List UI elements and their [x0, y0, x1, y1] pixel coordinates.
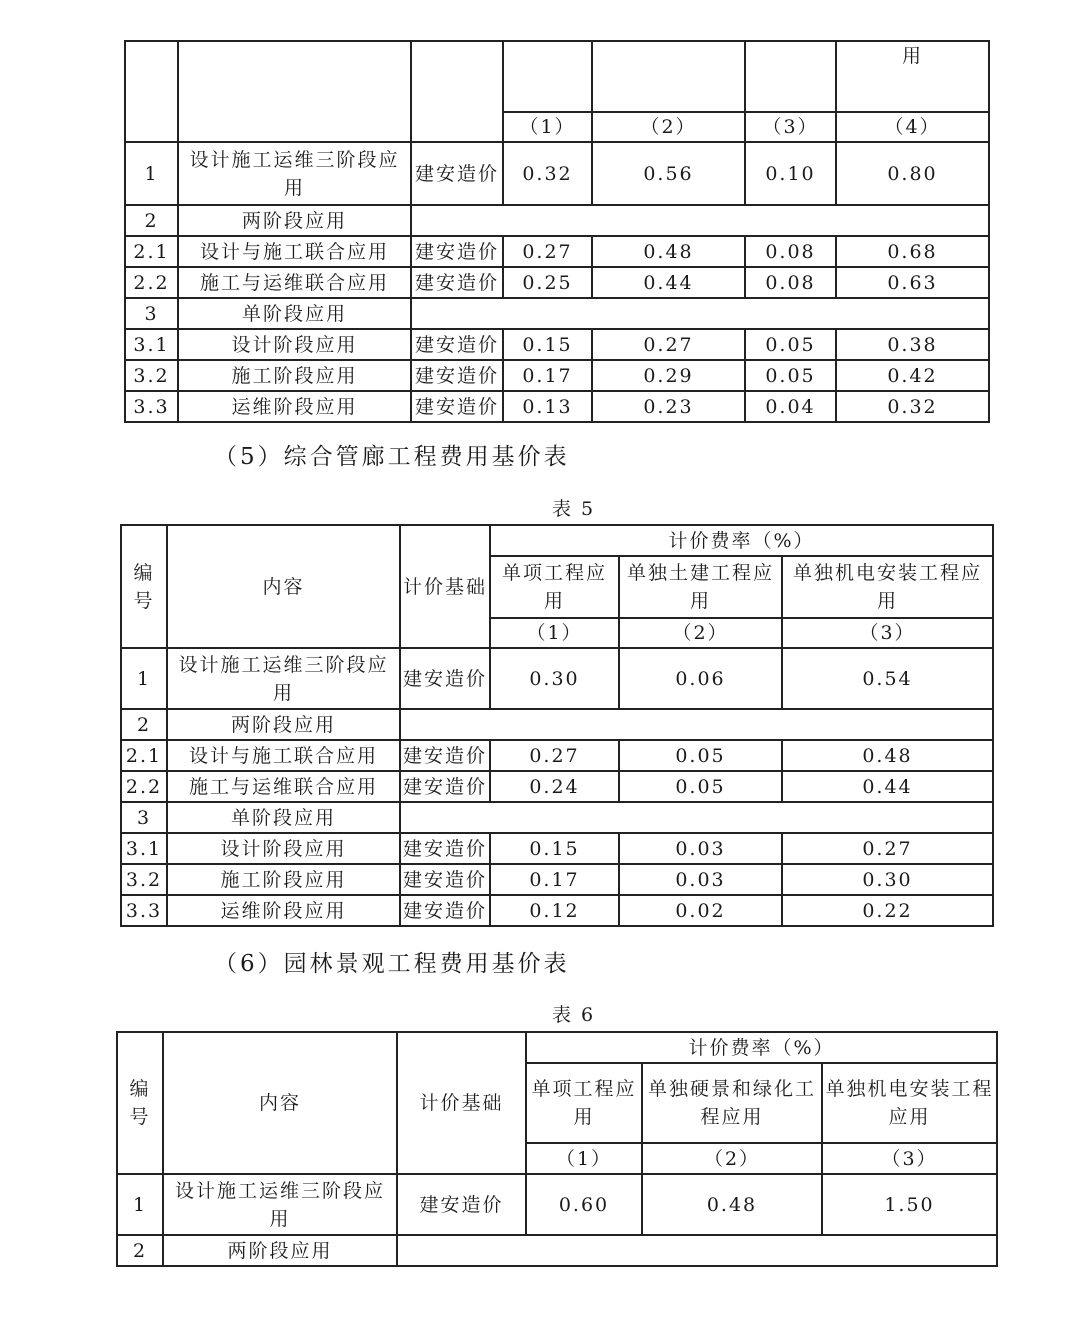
table-row — [121, 771, 993, 802]
row-basis: 建安造价 — [411, 329, 503, 360]
row-value: 0.32 — [503, 142, 592, 205]
row-number: 3.2 — [121, 864, 167, 895]
header-cell-content: 内容 — [167, 525, 400, 648]
row-number: 1 — [117, 1174, 163, 1235]
row-number: 2 — [121, 709, 167, 740]
table-row — [125, 329, 989, 360]
row-basis: 建安造价 — [411, 391, 503, 422]
row-value: 0.08 — [745, 236, 836, 267]
row-value: 0.30 — [490, 648, 619, 709]
row-value: 0.63 — [836, 267, 989, 298]
row-value: 0.03 — [619, 864, 782, 895]
section-heading: （6）园林景观工程费用基价表 — [214, 951, 570, 977]
row-number: 3 — [121, 802, 167, 833]
row-empty — [400, 709, 993, 740]
row-value: 0.27 — [490, 740, 619, 771]
row-content: 设计施工运维三阶段应用 — [178, 142, 411, 205]
header-cell-content: 内容 — [163, 1032, 397, 1174]
row-content: 两阶段应用 — [167, 709, 400, 740]
header-cell-col2: 单独土建工程应用 — [619, 556, 782, 618]
row-value: 0.22 — [782, 895, 993, 926]
row-basis: 建安造价 — [400, 648, 490, 709]
header-cell-col1: 单项工程应用 — [490, 556, 619, 618]
row-basis: 建安造价 — [411, 142, 503, 205]
row-number: 2 — [125, 205, 178, 236]
row-basis: 建安造价 — [411, 360, 503, 391]
row-basis: 建安造价 — [400, 740, 490, 771]
row-value: 0.38 — [836, 329, 989, 360]
row-number: 3.1 — [125, 329, 178, 360]
col-index: （1） — [503, 112, 592, 142]
col-index: （2） — [619, 618, 782, 648]
row-content: 两阶段应用 — [163, 1235, 397, 1266]
row-value: 0.03 — [619, 833, 782, 864]
table-row — [121, 833, 993, 864]
row-content: 设计与施工联合应用 — [167, 740, 400, 771]
row-content: 施工阶段应用 — [178, 360, 411, 391]
row-basis: 建安造价 — [400, 895, 490, 926]
row-number: 3 — [125, 298, 178, 329]
col-index: （3） — [822, 1143, 997, 1174]
section-heading: （5）综合管廊工程费用基价表 — [214, 444, 570, 470]
row-value: 0.68 — [836, 236, 989, 267]
row-value: 0.06 — [619, 648, 782, 709]
row-value: 0.48 — [782, 740, 993, 771]
row-content: 运维阶段应用 — [167, 895, 400, 926]
row-value: 0.04 — [745, 391, 836, 422]
row-value: 0.17 — [490, 864, 619, 895]
row-value: 0.24 — [490, 771, 619, 802]
row-value: 0.56 — [592, 142, 745, 205]
table-row — [117, 1235, 997, 1266]
header-cell-col2: 单独硬景和绿化工程应用 — [642, 1063, 822, 1143]
row-content: 设计阶段应用 — [167, 833, 400, 864]
header-cell-content — [178, 41, 411, 142]
row-value: 0.25 — [503, 267, 592, 298]
header-cell-col1: 单项工程应用 — [526, 1063, 642, 1143]
row-empty — [411, 205, 989, 236]
header-cell-col3: 单独机电安装工程应用 — [782, 556, 993, 618]
table-row — [121, 864, 993, 895]
table-row — [121, 709, 993, 740]
table-5 — [120, 524, 994, 927]
row-content: 施工阶段应用 — [167, 864, 400, 895]
col-index: （3） — [745, 112, 836, 142]
row-empty — [411, 298, 989, 329]
col-index: （4） — [836, 112, 989, 142]
row-value: 0.05 — [619, 771, 782, 802]
row-number: 2.2 — [125, 267, 178, 298]
row-value: 0.05 — [619, 740, 782, 771]
header-cell-col2 — [592, 41, 745, 112]
header-cell-col3: 单独机电安装工程应用 — [822, 1063, 997, 1143]
row-number: 2 — [117, 1235, 163, 1266]
row-basis: 建安造价 — [400, 864, 490, 895]
row-number: 1 — [125, 142, 178, 205]
header-cell-basis — [411, 41, 503, 142]
table-row — [125, 142, 989, 205]
col-index: （3） — [782, 618, 993, 648]
col-index: （2） — [592, 112, 745, 142]
row-value: 0.08 — [745, 267, 836, 298]
table-row — [121, 895, 993, 926]
row-basis: 建安造价 — [400, 771, 490, 802]
table-row — [125, 391, 989, 422]
row-value: 0.05 — [745, 360, 836, 391]
header-cell-no: 编号 — [121, 525, 167, 648]
table-caption: 表 5 — [552, 498, 596, 520]
row-value: 0.23 — [592, 391, 745, 422]
header-cell-col1 — [503, 41, 592, 112]
row-value: 0.27 — [503, 236, 592, 267]
row-value: 0.42 — [836, 360, 989, 391]
table-row — [117, 1174, 997, 1235]
table-caption: 表 6 — [552, 1004, 596, 1026]
row-empty — [397, 1235, 997, 1266]
header-cell-no: 编号 — [117, 1032, 163, 1174]
row-value: 0.80 — [836, 142, 989, 205]
table-6 — [116, 1031, 998, 1267]
row-number: 2.1 — [125, 236, 178, 267]
header-cell-rate: 计价费率（%） — [526, 1032, 997, 1063]
row-value: 0.48 — [642, 1174, 822, 1235]
row-content: 设计施工运维三阶段应用 — [167, 648, 400, 709]
row-value: 0.05 — [745, 329, 836, 360]
table-row — [121, 802, 993, 833]
row-value: 0.44 — [782, 771, 993, 802]
row-content: 施工与运维联合应用 — [178, 267, 411, 298]
row-basis: 建安造价 — [400, 833, 490, 864]
row-number: 2.1 — [121, 740, 167, 771]
table-row — [121, 648, 993, 709]
header-cell-col3 — [745, 41, 836, 112]
row-number: 2.2 — [121, 771, 167, 802]
table-row — [121, 740, 993, 771]
row-basis: 建安造价 — [411, 236, 503, 267]
row-number: 3.1 — [121, 833, 167, 864]
row-value: 0.44 — [592, 267, 745, 298]
row-content: 运维阶段应用 — [178, 391, 411, 422]
row-basis: 建安造价 — [411, 267, 503, 298]
col-index: （2） — [642, 1143, 822, 1174]
row-value: 0.12 — [490, 895, 619, 926]
header-cell-basis: 计价基础 — [397, 1032, 526, 1174]
row-value: 0.54 — [782, 648, 993, 709]
row-content: 单阶段应用 — [178, 298, 411, 329]
row-content: 设计阶段应用 — [178, 329, 411, 360]
col-index: （1） — [526, 1143, 642, 1174]
table-row — [125, 205, 989, 236]
row-value: 0.13 — [503, 391, 592, 422]
row-number: 3.2 — [125, 360, 178, 391]
row-value: 0.60 — [526, 1174, 642, 1235]
row-basis: 建安造价 — [397, 1174, 526, 1235]
table-row — [125, 267, 989, 298]
header-cell-col4: 用 — [836, 41, 989, 112]
row-value: 0.15 — [490, 833, 619, 864]
row-value: 0.15 — [503, 329, 592, 360]
row-value: 0.48 — [592, 236, 745, 267]
row-empty — [400, 802, 993, 833]
row-content: 设计与施工联合应用 — [178, 236, 411, 267]
row-value: 0.32 — [836, 391, 989, 422]
row-content: 施工与运维联合应用 — [167, 771, 400, 802]
row-value: 0.29 — [592, 360, 745, 391]
row-content: 单阶段应用 — [167, 802, 400, 833]
table-row — [125, 360, 989, 391]
row-value: 0.27 — [592, 329, 745, 360]
header-cell-rate: 计价费率（%） — [490, 525, 993, 556]
row-value: 0.02 — [619, 895, 782, 926]
row-value: 0.27 — [782, 833, 993, 864]
row-content: 两阶段应用 — [178, 205, 411, 236]
row-value: 0.17 — [503, 360, 592, 391]
row-number: 3.3 — [125, 391, 178, 422]
row-number: 3.3 — [121, 895, 167, 926]
table-4 — [124, 40, 990, 423]
col-index: （1） — [490, 618, 619, 648]
row-value: 0.30 — [782, 864, 993, 895]
row-value: 0.10 — [745, 142, 836, 205]
table-row — [125, 298, 989, 329]
table-row — [125, 236, 989, 267]
row-content: 设计施工运维三阶段应用 — [163, 1174, 397, 1235]
row-number: 1 — [121, 648, 167, 709]
header-cell-no — [125, 41, 178, 142]
row-value: 1.50 — [822, 1174, 997, 1235]
header-cell-basis: 计价基础 — [400, 525, 490, 648]
